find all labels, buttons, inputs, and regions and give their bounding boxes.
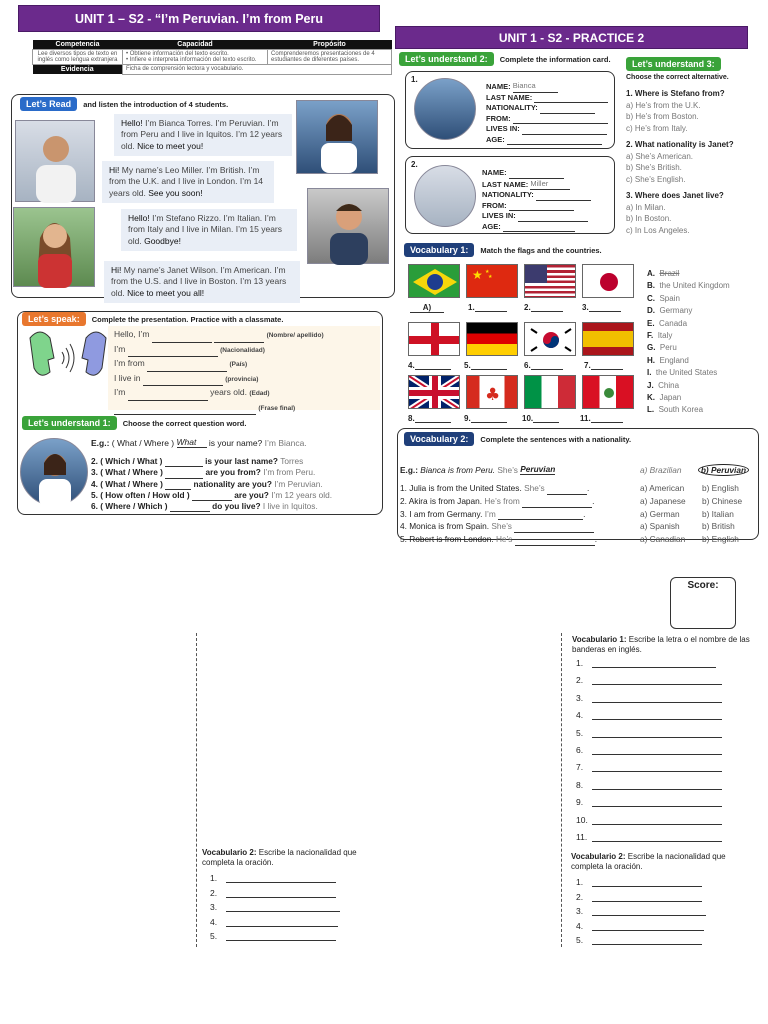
right-title: UNIT 1 - S2 - PRACTICE 2 <box>395 26 748 49</box>
option[interactable]: b) Chinese <box>702 495 743 506</box>
usa-flag-icon <box>524 264 576 298</box>
answer-blank[interactable] <box>592 886 702 887</box>
china-flag-icon <box>466 264 518 298</box>
v2-sentence: 3. I am from Germany. I’m . <box>400 508 586 519</box>
country-item: H. England <box>647 355 689 365</box>
answer-blank[interactable] <box>592 737 722 738</box>
option[interactable]: a) He’s from the U.K. <box>626 100 701 110</box>
answer-blank[interactable]: A) <box>410 303 444 313</box>
option[interactable]: a) She’s American. <box>626 151 693 161</box>
answer-blank[interactable] <box>592 789 722 790</box>
card-1-fields: NAME: Bianca LAST NAME: NATIONALITY: FROM: LIVES IN: AGE: <box>486 81 608 145</box>
country-item: K. Japan <box>647 393 682 403</box>
answer-v1-instructions: Vocabulario 1: Escribe la letra o el nombre de las banderas en inglés. <box>572 635 750 654</box>
answer-blank[interactable] <box>592 667 716 668</box>
cell-capacidad: • Obtiene información del texto escrito. • Infiere e interpreta información del texto escrito. <box>123 50 268 65</box>
spain-flag-icon <box>582 322 634 356</box>
speak-line-final: (Frase final) <box>114 401 374 416</box>
option[interactable]: b) Italian <box>702 508 734 519</box>
option[interactable]: b) British <box>702 521 735 532</box>
answer-blank[interactable] <box>226 882 336 883</box>
card-2-fields: NAME: LAST NAME: Miller NATIONALITY: FROM: LIVES IN: AGE: <box>482 168 591 232</box>
answer-blank[interactable] <box>475 311 507 312</box>
svg-text:★: ★ <box>472 268 483 282</box>
option[interactable]: a) American <box>640 483 685 493</box>
read-instruction: and listen the introduction of 4 students. <box>83 99 229 109</box>
answer-blank[interactable] <box>533 422 559 423</box>
age-field[interactable] <box>507 144 602 145</box>
option[interactable]: a) In Milan. <box>626 202 666 212</box>
answer-blank[interactable] <box>471 369 507 370</box>
answer-blank[interactable] <box>415 369 451 370</box>
u1-item: 3. ( What / Where ) are you from? I’m from Peru. <box>91 467 316 478</box>
v2-options <box>640 482 742 546</box>
country-item: G. Peru <box>647 343 677 353</box>
person-icon <box>308 189 390 265</box>
svg-text:★: ★ <box>488 274 493 280</box>
card-number: 2. <box>411 160 418 169</box>
answer-v2-instructions-right: Vocabulario 2: Escribe la nacionalidad que completa la oración. <box>571 852 726 871</box>
option[interactable]: c) In Los Angeles. <box>626 225 690 235</box>
age-field[interactable] <box>503 231 575 232</box>
uk-flag-icon <box>408 375 460 409</box>
header-capacidad: Capacidad <box>123 40 268 50</box>
v2-tag: Vocabulary 2: <box>404 432 474 446</box>
u1-tag: Let’s understand 1: <box>22 416 117 430</box>
person-icon <box>21 439 89 507</box>
answer-blank[interactable] <box>170 511 210 512</box>
u1-items <box>91 456 332 512</box>
italy-flag-icon <box>524 375 576 409</box>
japan-flag-icon <box>582 264 634 298</box>
option[interactable]: a) Spanish <box>640 521 680 532</box>
person-icon <box>297 101 379 175</box>
read-tag: Let’s Read <box>20 97 77 111</box>
cell-competencia: Lee diversos tipos de texto en inglés como lengua extranjera <box>33 50 123 65</box>
u3-questions: 1. Where is Stefano from? a) He’s from the U.K. b) He’s from Boston. c) He’s from Italy. 2. What nationality is Janet? a) She’s American. b) She’s British. c) She’s English. 3. Where does Janet live? a) In Milan. b) In Boston. c) In Los Angeles. <box>626 88 756 236</box>
option[interactable]: c) He’s from Italy. <box>626 123 688 133</box>
v2-sentence: 2. Akira is from Japan. He’s from . <box>400 495 595 506</box>
v2-sentences <box>400 482 636 546</box>
answer-blank[interactable] <box>592 719 722 720</box>
speak-tag: Let’s speak: <box>22 312 86 326</box>
option[interactable]: a) German <box>640 508 680 519</box>
v2-sentence: 4. Monica is from Spain. She’s <box>400 520 636 533</box>
bianca-photo <box>296 100 378 174</box>
u1-item: 4. ( What / Where ) nationality are you? I’m Peruvian. <box>91 478 323 489</box>
answer-blank[interactable] <box>592 930 704 931</box>
person-icon <box>16 121 96 203</box>
cell-evidencia: Ficha de comprensión lectora y vocabulario. <box>123 65 392 75</box>
answer-blank[interactable] <box>592 841 722 842</box>
flags-row-3-labels: 8. 9. 10. 11. <box>408 414 638 423</box>
right-dashed-divider <box>561 633 562 947</box>
flags-row-2-labels: 4. 5. 6. 7. <box>408 361 638 370</box>
janet-photo <box>13 207 95 287</box>
germany-flag-icon <box>466 322 518 356</box>
country-list <box>647 268 730 417</box>
peru-flag-icon <box>582 375 634 409</box>
answer-blank[interactable] <box>515 545 595 546</box>
canada-flag-icon <box>466 375 518 409</box>
v1-instruction: Match the flags and the countries. <box>480 245 602 255</box>
speak-line-province: I live in (provincia) <box>114 372 374 387</box>
u3-instruction: Choose the correct alternative. <box>626 74 729 81</box>
option[interactable]: b) In Boston. <box>626 214 672 223</box>
country-item: D. Germany <box>647 306 693 316</box>
flags-row-1-labels: A) 1. 2. 3. <box>410 303 640 313</box>
answer-blank[interactable] <box>531 311 563 312</box>
answer-blank[interactable] <box>592 901 702 902</box>
u2-instruction: Complete the information card. <box>499 54 611 64</box>
u1-instruction: Choose the correct question word. <box>122 418 247 428</box>
answer-blank[interactable] <box>226 897 336 898</box>
u1-item: 2. ( Which / What ) is your last name? Torres <box>91 456 304 466</box>
u3-section <box>626 57 756 236</box>
country-item: F. Italy <box>647 331 673 341</box>
country-item: A. Brazil <box>647 269 680 278</box>
brazil-flag-icon <box>408 264 460 298</box>
card-number: 1. <box>411 75 418 84</box>
v1-tag: Vocabulary 1: <box>404 243 474 257</box>
option[interactable]: a) Canadian <box>640 534 686 545</box>
bubble-leo: Hi! My name’s Leo Miller. I’m British. I’m from the U.K. and I live in London. I’m 14 years old. See you soon! <box>102 161 274 203</box>
option[interactable]: c) She’s English. <box>626 174 686 184</box>
england-flag-icon <box>408 322 460 356</box>
talking-heads-icon <box>26 328 110 390</box>
svg-text:★: ★ <box>485 269 490 275</box>
cell-proposito: Comprenderemos presentaciones de 4 estudiantes de diferentes países. <box>268 50 392 65</box>
info-card-1 <box>405 71 615 149</box>
leo-card-photo <box>414 165 476 227</box>
answer-blank[interactable] <box>592 806 722 807</box>
answer-blank[interactable] <box>226 911 340 912</box>
answer-blank[interactable] <box>591 422 623 423</box>
header-competencia: Competencia <box>33 40 123 50</box>
speak-line-age: I’m years old. (Edad) <box>114 386 374 401</box>
bubble-stefano: Hello! I’m Stefano Rizzo. I’m Italian. I’m from Italy and I live in Milan. I’m 15 years old. Goodbye! <box>121 209 297 251</box>
lastname-field[interactable]: Miller <box>530 179 570 191</box>
answer-blank[interactable] <box>592 684 722 685</box>
header-evidencia: Evidencia <box>33 65 123 75</box>
left-title: UNIT 1 – S2 - “I’m Peruvian. I’m from Peru <box>18 5 380 32</box>
svg-text:♣: ♣ <box>485 385 501 405</box>
country-item: L. South Korea <box>647 405 704 415</box>
answer-blank[interactable] <box>226 926 338 927</box>
speak-line-name: Hello, I’m (Nombre/ apellido) <box>114 328 374 343</box>
option[interactable]: b) English <box>702 483 739 493</box>
answer-blank[interactable] <box>592 824 722 825</box>
answer-v2-instructions-left: Vocabulario 2: Escribe la nacionalidad que completa la oración. <box>202 848 357 867</box>
answer-blank[interactable] <box>531 369 563 370</box>
option[interactable]: a) Japanese <box>640 495 686 506</box>
country-item: J. China <box>647 380 680 390</box>
u1-example: E.g.: ( What / Where ) What is your name? I’m Bianca. <box>91 437 307 448</box>
bubble-janet: Hi! My name’s Janet Wilson. I’m American. I’m from the U.S. and I live in Boston. I’m 13 years old. Nice to meet you all! <box>104 261 300 303</box>
answer-blank[interactable] <box>589 311 621 312</box>
leo-photo <box>15 120 95 202</box>
answer-blank[interactable] <box>592 944 702 945</box>
competency-table <box>32 40 392 75</box>
south-korea-flag-icon <box>524 322 576 356</box>
answer-blank[interactable] <box>592 915 706 916</box>
answer-blank[interactable] <box>471 422 507 423</box>
v2-instruction: Complete the sentences with a nationality. <box>480 434 632 444</box>
answer-blank[interactable] <box>591 369 623 370</box>
left-dashed-divider <box>196 633 197 947</box>
option[interactable]: b) She’s British. <box>626 163 682 172</box>
answer-blank[interactable] <box>592 771 722 772</box>
score-box: Score: <box>670 577 736 629</box>
bianca-avatar <box>20 438 88 506</box>
speak-line-nationality: I’m (Nacionalidad) <box>114 343 374 358</box>
final-phrase-blank[interactable] <box>114 414 256 415</box>
u1-item: 5. ( How often / How old ) are you? I’m 12 years old. <box>91 489 333 500</box>
country-item: I. the United States <box>647 368 718 378</box>
v2-example: E.g.: Bianca is from Peru. She’s Peruvian <box>400 464 556 475</box>
answer-blank[interactable] <box>415 422 451 423</box>
v2-example-options: a) Brazilian b) Peruvian <box>640 465 749 475</box>
name-field[interactable]: Bianca <box>513 81 558 93</box>
answer-v2-list-left: 1. 2. 3. 4. 5. <box>210 873 340 946</box>
info-card-2 <box>405 156 615 234</box>
header-proposito: Propósito <box>268 40 392 50</box>
speak-form <box>108 326 380 410</box>
option[interactable]: b) English <box>702 534 739 545</box>
answer-v2-list-right: 1. 2. 3. 4. 5. <box>576 877 706 950</box>
speak-instruction: Complete the presentation. Practice with a classmate. <box>91 314 284 324</box>
answer-blank[interactable] <box>592 702 722 703</box>
v2-sentence: 5. Robert is from London. He’s . <box>400 534 598 545</box>
bianca-card-photo <box>414 78 476 140</box>
u1-item: 6. ( Where / Which ) do you live? I live in Iquitos. <box>91 501 318 512</box>
country-item: E. Canada <box>647 318 688 328</box>
u2-tag: Let’s understand 2: <box>399 52 494 66</box>
person-icon <box>14 208 96 288</box>
country-item: C. Spain <box>647 293 680 303</box>
country-item: B. the United Kingdom <box>647 281 730 291</box>
bubble-bianca: Hello! I’m Bianca Torres. I’m Peruvian. I’m from Peru and I live in Iquitos. I’m 12 years old. Nice to meet you! <box>114 114 292 156</box>
u3-tag: Let’s understand 3: <box>626 57 721 71</box>
answer-blank[interactable] <box>226 940 336 941</box>
answer-v1-list: 1. 2. 3. 4. 5. 6. 7. 8. 9. 10. 11. <box>576 658 722 849</box>
option[interactable]: b) He’s from Boston. <box>626 112 699 121</box>
stefano-photo <box>307 188 389 264</box>
v2-sentence: 1. Julia is from the United States. She’s . <box>400 483 590 493</box>
answer-blank[interactable] <box>592 754 722 755</box>
speak-line-country: I’m from (País) <box>114 357 374 372</box>
